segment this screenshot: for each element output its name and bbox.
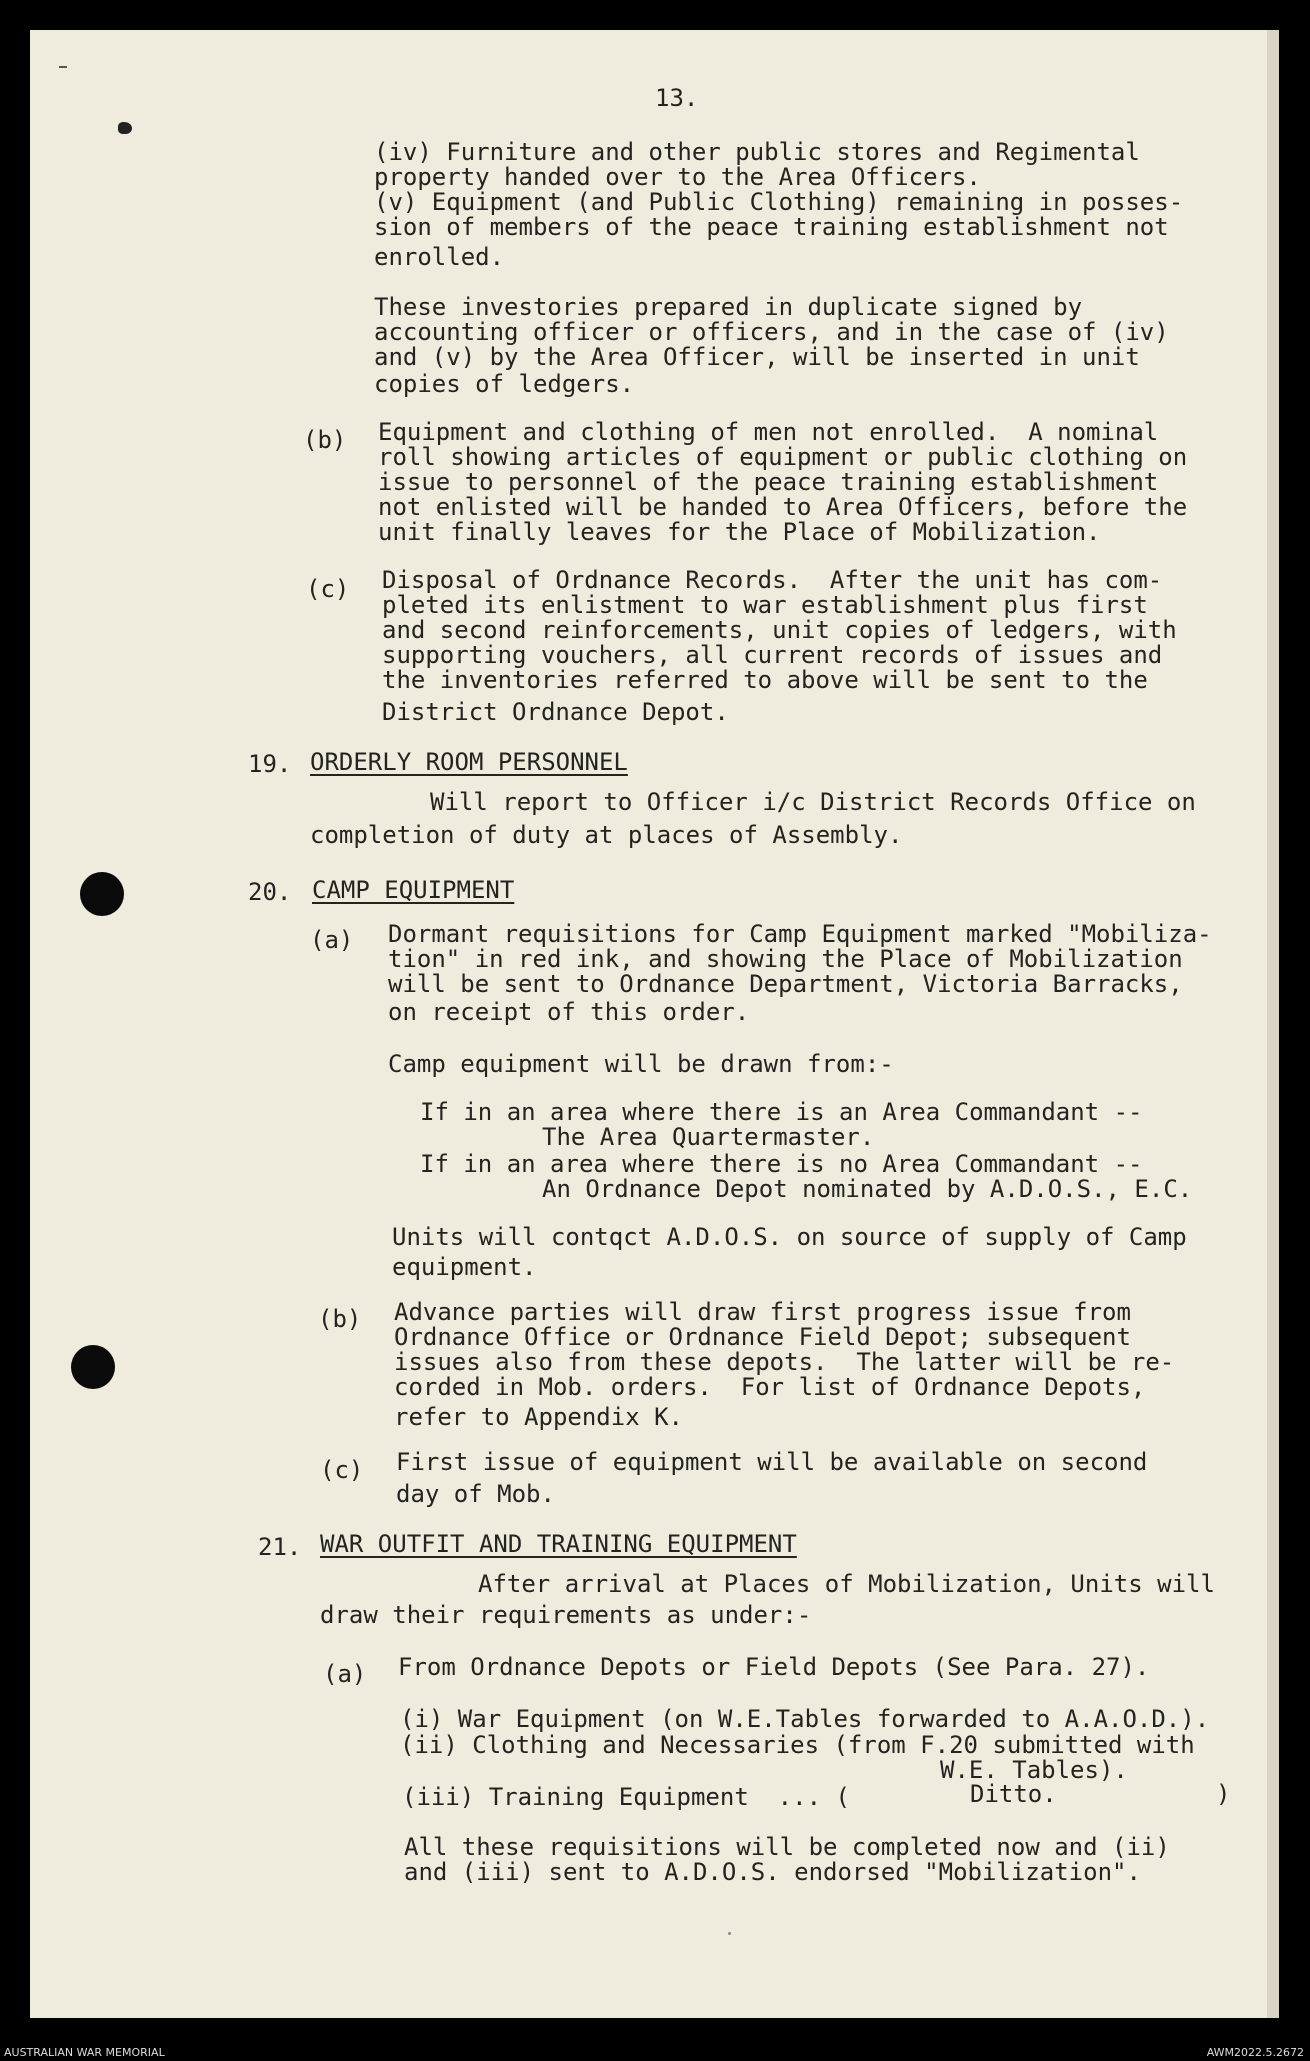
- text-line: Equipment and clothing of men not enrolled. A nominal: [378, 418, 1159, 446]
- text-line: enrolled.: [374, 243, 505, 271]
- section-heading: WAR OUTFIT AND TRAINING EQUIPMENT: [320, 1530, 797, 1558]
- item-marker: (c): [306, 575, 350, 603]
- text-line: These investories prepared in duplicate signed by: [374, 293, 1083, 321]
- text-line: unit finally leaves for the Place of Mobilization.: [378, 518, 1101, 546]
- text-line: tion" in red ink, and showing the Place of Mobilization: [388, 945, 1183, 973]
- inventory-item-iv: (iv) Furniture and other public stores and Regimental: [374, 138, 1140, 166]
- requisition-item-iii: (iii) Training Equipment ... (: [402, 1783, 850, 1811]
- text-line: pleted its enlistment to war establishment plus first: [382, 591, 1148, 619]
- item-marker: (a): [310, 926, 354, 954]
- text-line: District Ordnance Depot.: [382, 698, 729, 726]
- requisition-item-ii: (ii) Clothing and Necessaries (from F.20 submitted with: [400, 1731, 1195, 1759]
- text-line: draw their requirements as under:-: [320, 1601, 812, 1629]
- text-line: copies of ledgers.: [374, 370, 635, 398]
- text-line: issue to personnel of the peace training establishment: [378, 468, 1159, 496]
- text-line: Will report to Officer i/c District Records Office on: [430, 788, 1196, 816]
- text-line: If in an area where there is an Area Commandant --: [420, 1098, 1143, 1126]
- inventory-item-v: (v) Equipment (and Public Clothing) remaining in posses-: [374, 188, 1184, 216]
- paper-speck: [728, 1932, 731, 1935]
- item-marker: (a): [323, 1660, 367, 1688]
- text-line: corded in Mob. orders. For list of Ordnance Depots,: [394, 1373, 1146, 1401]
- section-heading: CAMP EQUIPMENT: [312, 876, 515, 904]
- text-line: issues also from these depots. The latter will be re-: [394, 1348, 1175, 1376]
- text-line: property handed over to the Area Officers.: [374, 163, 981, 191]
- item-marker: (b): [318, 1305, 362, 1333]
- text-line: If in an area where there is no Area Commandant --: [420, 1150, 1143, 1178]
- text-line: Camp equipment will be drawn from:-: [388, 1050, 894, 1078]
- punch-hole-top: [80, 872, 124, 916]
- footer-institution: AUSTRALIAN WAR MEMORIAL: [4, 2046, 165, 2059]
- closing-paren: ): [1216, 1780, 1231, 1808]
- margin-mark: [59, 66, 67, 68]
- footer-reference: AWM2022.5.2672: [1206, 2046, 1304, 2059]
- text-line: refer to Appendix K.: [394, 1403, 683, 1431]
- text-line: The Area Quartermaster.: [542, 1123, 875, 1151]
- text-line: and (v) by the Area Officer, will be inserted in unit: [374, 343, 1140, 371]
- text-line: Ordnance Office or Ordnance Field Depot; subsequent: [394, 1323, 1131, 1351]
- text-line: Dormant requisitions for Camp Equipment marked "Mobiliza-: [388, 920, 1212, 948]
- text-line: Disposal of Ordnance Records. After the unit has com-: [382, 566, 1163, 594]
- ink-blot: [118, 122, 132, 134]
- page-edge: [1267, 30, 1279, 2018]
- text-line: roll showing articles of equipment or public clothing on: [378, 443, 1188, 471]
- text-line: W.E. Tables).: [940, 1756, 1128, 1784]
- item-marker: (c): [320, 1456, 364, 1484]
- text-line: day of Mob.: [396, 1480, 555, 1508]
- text-line: and (iii) sent to A.D.O.S. endorsed "Mobilization".: [404, 1858, 1141, 1886]
- text-line: An Ordnance Depot nominated by A.D.O.S., E.C.: [542, 1175, 1193, 1203]
- page-number: 13.: [655, 84, 699, 112]
- text-line: sion of members of the peace training establishment not: [374, 213, 1169, 241]
- text-line: completion of duty at places of Assembly.: [310, 821, 903, 849]
- text-line: Advance parties will draw first progress issue from: [394, 1298, 1131, 1326]
- text-line: accounting officer or officers, and in the case of (iv): [374, 318, 1169, 346]
- ditto-mark: Ditto.: [970, 1780, 1057, 1808]
- text-line: the inventories referred to above will be sent to the: [382, 666, 1148, 694]
- text-line: First issue of equipment will be available on second: [396, 1448, 1148, 1476]
- text-line: not enlisted will be handed to Area Officers, before the: [378, 493, 1188, 521]
- text-line: will be sent to Ordnance Department, Victoria Barracks,: [388, 970, 1183, 998]
- text-line: From Ordnance Depots or Field Depots (See Para. 27).: [398, 1653, 1150, 1681]
- item-marker: (b): [303, 426, 347, 454]
- requisition-item-i: (i) War Equipment (on W.E.Tables forwarded to A.A.O.D.).: [400, 1705, 1210, 1733]
- punch-hole-bottom: [71, 1345, 115, 1389]
- section-number: 21.: [258, 1533, 302, 1561]
- section-number: 19.: [248, 750, 292, 778]
- section-heading: ORDERLY ROOM PERSONNEL: [310, 748, 628, 776]
- text-line: on receipt of this order.: [388, 998, 750, 1026]
- text-line: supporting vouchers, all current records of issues and: [382, 641, 1163, 669]
- section-number: 20.: [248, 878, 292, 906]
- text-line: After arrival at Places of Mobilization, Units will: [478, 1570, 1215, 1598]
- text-line: All these requisitions will be completed now and (ii): [404, 1833, 1170, 1861]
- text-line: Units will contqct A.D.O.S. on source of supply of Camp: [392, 1223, 1187, 1251]
- text-line: and second reinforcements, unit copies of ledgers, with: [382, 616, 1177, 644]
- text-line: equipment.: [392, 1253, 537, 1281]
